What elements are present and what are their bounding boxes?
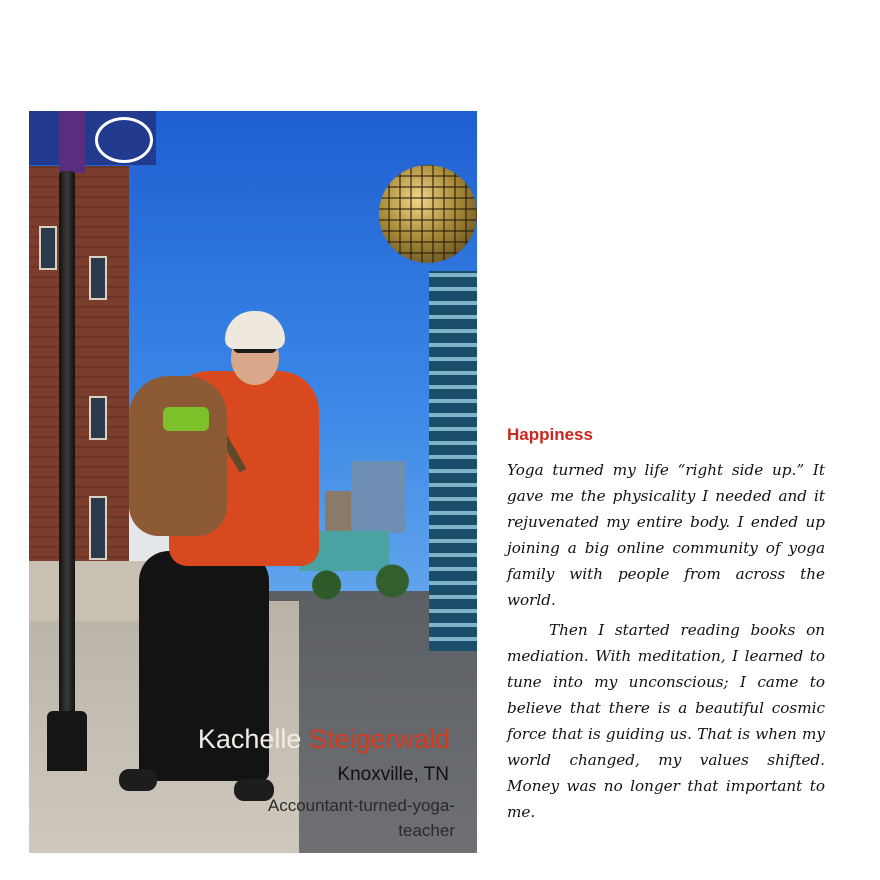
photo-sign-band [59,111,85,173]
caption-role: Accountant-turned-yoga-teacher [267,796,455,840]
photo-shoe [119,769,157,791]
photo-brick-building [29,166,129,606]
caption-last-name: Steigerwald [308,724,450,754]
article-paragraph: Then I started reading books on mediation. With meditation, I learned to tune into my unconscious; I came to believe that there is a beautiful cosmic force that is guiding us. That is when my world changed, my values shifted. Money was no longer that important to me. [507,621,825,821]
photo-sign-logo [95,117,153,163]
article-body [507,457,825,829]
photo-lamppost-base [47,711,87,771]
section-heading: Happiness [507,425,593,444]
photo-dog [129,376,227,536]
caption-name [198,724,450,755]
caption-first-name: Kachelle [197,724,302,754]
portrait-photo [29,111,477,853]
photo-window [89,396,107,440]
photo-sunsphere-tower [429,271,477,651]
photo-office-building [351,461,405,533]
photo-window [89,496,107,560]
photo-lamppost [59,171,75,761]
caption-location: Knoxville, TN [337,764,449,785]
photo-globe-grid [379,165,477,263]
article-paragraph: Yoga turned my life “right side up.” It gave me the physicality I needed and it rejuvenated my entire body. I ended up joining a big online community of yoga family with people from across the world. [507,461,825,609]
photo-dog-vest [163,407,209,431]
photo-window [39,226,57,270]
photo-street-sign [29,111,156,165]
photo-window [89,256,107,300]
